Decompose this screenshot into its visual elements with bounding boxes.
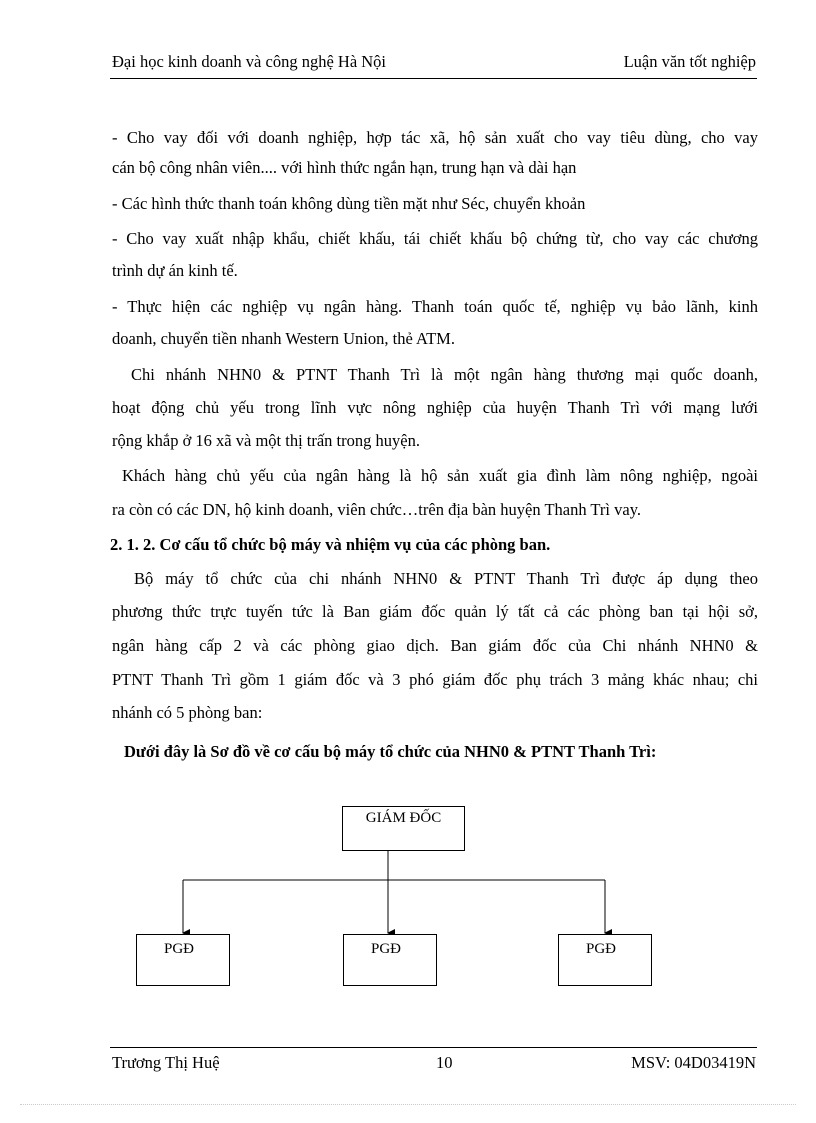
- body-line: - Cho vay đối với doanh nghiệp, hợp tác xã, hộ sản xuất cho vay tiêu dùng, cho vay: [112, 128, 758, 147]
- director-box: GIÁM ĐỐC: [342, 806, 465, 851]
- header-school-name: Đại học kinh doanh và công nghệ Hà Nội: [112, 52, 387, 71]
- page-number: 10: [436, 1053, 453, 1072]
- body-line: doanh, chuyển tiền nhanh Western Union, thẻ ATM.: [112, 329, 455, 348]
- footer-rule: [110, 1047, 757, 1048]
- body-line: PTNT Thanh Trì gồm 1 giám đốc và 3 phó giám đốc phụ trách 3 mảng khác nhau; chi: [112, 670, 758, 689]
- body-line: hoạt động chủ yếu trong lĩnh vực nông nghiệp của huyện Thanh Trì với mạng lưới: [112, 398, 758, 417]
- body-line: ngân hàng cấp 2 và các phòng giao dịch. Ban giám đốc của Chi nhánh NHN0 &: [112, 636, 758, 655]
- deputy-director-box: PGĐ: [136, 934, 230, 986]
- diagram-title: Dưới đây là Sơ đồ về cơ cấu bộ máy tổ chức của NHN0 & PTNT Thanh Trì:: [124, 742, 657, 761]
- section-heading: 2. 1. 2. Cơ cấu tổ chức bộ máy và nhiệm vụ của các phòng ban.: [110, 535, 551, 554]
- footer-author: Trương Thị Huệ: [112, 1053, 220, 1072]
- deputy-director-box: PGĐ: [343, 934, 437, 986]
- deputy-director-box: PGĐ: [558, 934, 652, 986]
- footer-student-id: MSV: 04D03419N: [631, 1053, 756, 1072]
- page-edge-divider: [20, 1104, 796, 1105]
- header-doc-type: Luận văn tốt nghiệp: [623, 52, 756, 71]
- body-line: cán bộ công nhân viên.... với hình thức ngắn hạn, trung hạn và dài hạn: [112, 158, 577, 177]
- body-line: trình dự án kinh tế.: [112, 261, 238, 280]
- body-line: nhánh có 5 phòng ban:: [112, 703, 263, 722]
- body-line: phương thức trực tuyến tức là Ban giám đốc quản lý tất cả các phòng ban tại hội sở,: [112, 602, 758, 621]
- body-line: Khách hàng chủ yếu của ngân hàng là hộ sản xuất gia đình làm nông nghiệp, ngoài: [122, 466, 758, 485]
- body-line: Bộ máy tổ chức của chi nhánh NHN0 & PTNT Thanh Trì được áp dụng theo: [134, 569, 758, 588]
- body-line: - Các hình thức thanh toán không dùng tiền mặt như Séc, chuyển khoản: [112, 194, 586, 213]
- body-line: - Cho vay xuất nhập khẩu, chiết khấu, tái chiết khấu bộ chứng từ, cho vay các chương: [112, 229, 758, 248]
- body-line: Chi nhánh NHN0 & PTNT Thanh Trì là một ngân hàng thương mại quốc doanh,: [131, 365, 758, 384]
- body-line: - Thực hiện các nghiệp vụ ngân hàng. Thanh toán quốc tế, nghiệp vụ bảo lãnh, kinh: [112, 297, 758, 316]
- body-line: ra còn có các DN, hộ kinh doanh, viên chức…trên địa bàn huyện Thanh Trì vay.: [112, 500, 642, 519]
- body-line: rộng khắp ở 16 xã và một thị trấn trong huyện.: [112, 431, 420, 450]
